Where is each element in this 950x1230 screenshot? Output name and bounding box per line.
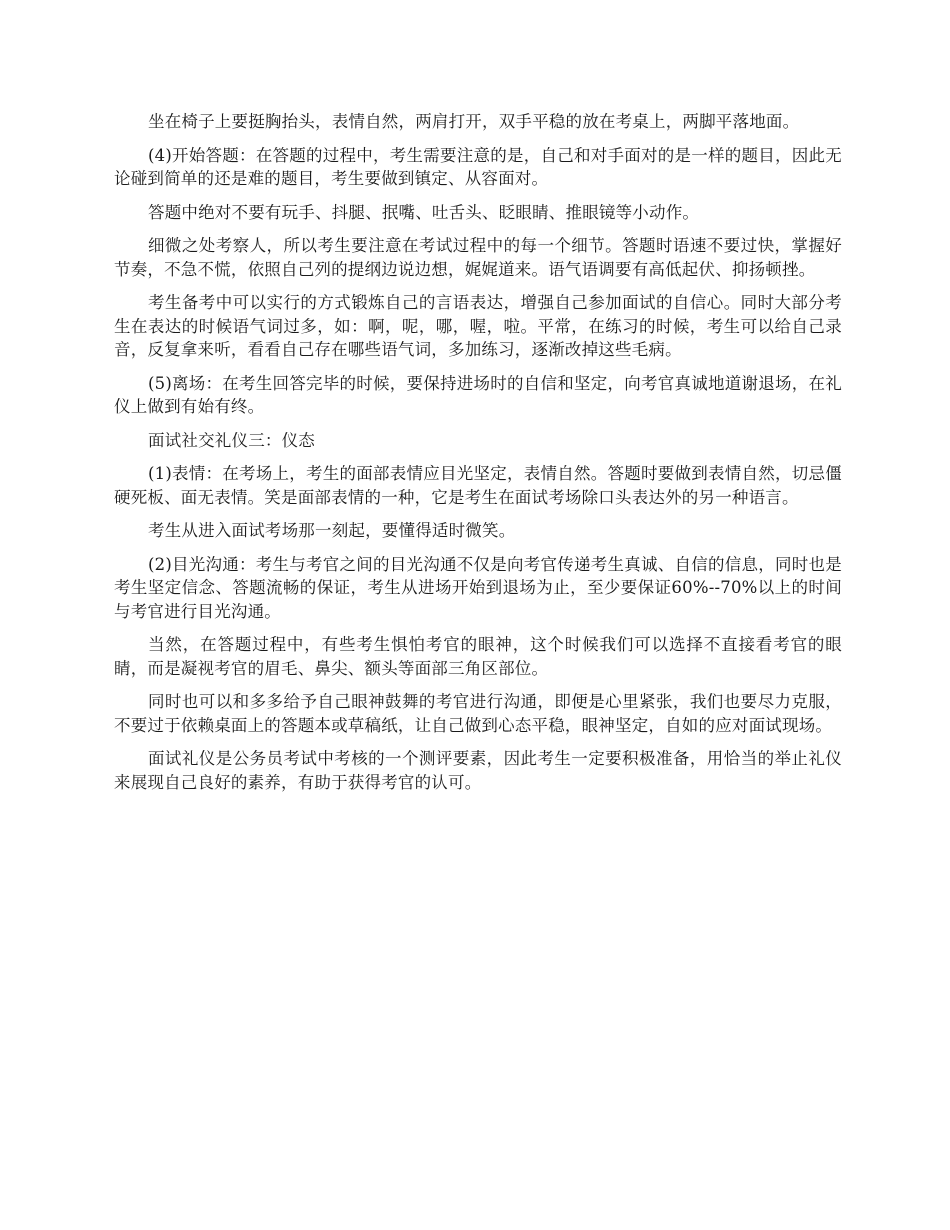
paragraph-expression: (1)表情：在考场上，考生的面部表情应目光坚定，表情自然。答题时要做到表情自然，切忌僵硬死板、面无表情。笑是面部表情的一种，它是考生在面试考场除口头表达外的另一种语言。 [114, 464, 842, 507]
paragraph-conclusion: 面试礼仪是公务员考试中考核的一个测评要素，因此考生一定要积极准备，用恰当的举止礼仪来展现自己良好的素养，有助于获得考官的认可。 [114, 749, 842, 792]
paragraph-eye-contact: (2)目光沟通：考生与考官之间的目光沟通不仅是向考官传递考生真诚、自信的信息，同时也是考生坚定信念、答题流畅的保证，考生从进场开始到退场为止，至少要保证60%--70%以上的时间与考官进行目光沟通。 [114, 554, 842, 621]
paragraph-fear-of-gaze: 当然，在答题过程中，有些考生惧怕考官的眼神，这个时候我们可以选择不直接看考官的眼睛，而是凝视考官的眉毛、鼻尖、额头等面部三角区部位。 [114, 635, 842, 678]
paragraph-smile: 考生从进入面试考场那一刻起，要懂得适时微笑。 [148, 521, 516, 540]
paragraph-start-answering: (4)开始答题：在答题的过程中，考生需要注意的是，自己和对手面对的是一样的题目，因此无论碰到简单的还是难的题目，考生要做到镇定、从容面对。 [114, 145, 842, 188]
paragraph-verbal-practice: 考生备考中可以实行的方式锻炼自己的言语表达，增强自己参加面试的自信心。同时大部分考生在表达的时候语气词过多，如：啊，呢，哪，喔，啦。平常，在练习的时候，考生可以给自己录音，反复拿来听，看看自己存在哪些语气词，多加练习，逐渐改掉这些毛病。 [114, 293, 842, 359]
paragraph-leaving: (5)离场：在考生回答完毕的时候，要保持进场时的自信和坚定，向考官真诚地道谢退场，在礼仪上做到有始有终。 [114, 373, 842, 416]
paragraph-no-small-gestures: 答题中绝对不要有玩手、抖腿、抿嘴、吐舌头、眨眼睛、推眼镜等小动作。 [148, 202, 700, 222]
paragraph-posture: 坐在椅子上要挺胸抬头，表情自然，两肩打开，双手平稳的放在考桌上，两脚平落地面。 [148, 112, 800, 131]
paragraph-details: 细微之处考察人，所以考生要注意在考试过程中的每一个细节。答题时语速不要过快，掌握好节奏，不急不慌，依照自己列的提纲边说边想，娓娓道来。语气语调要有高低起伏、抑扬顿挫。 [114, 236, 842, 279]
document-body [114, 110, 842, 804]
section-heading-demeanor: 面试社交礼仪三：仪态 [148, 430, 315, 450]
paragraph-encouraging-examiner: 同时也可以和多多给予自己眼神鼓舞的考官进行沟通，即便是心里紧张，我们也要尽力克服，不要过于依赖桌面上的答题本或草稿纸，让自己做到心态平稳，眼神坚定，自如的应对面试现场。 [114, 692, 842, 735]
